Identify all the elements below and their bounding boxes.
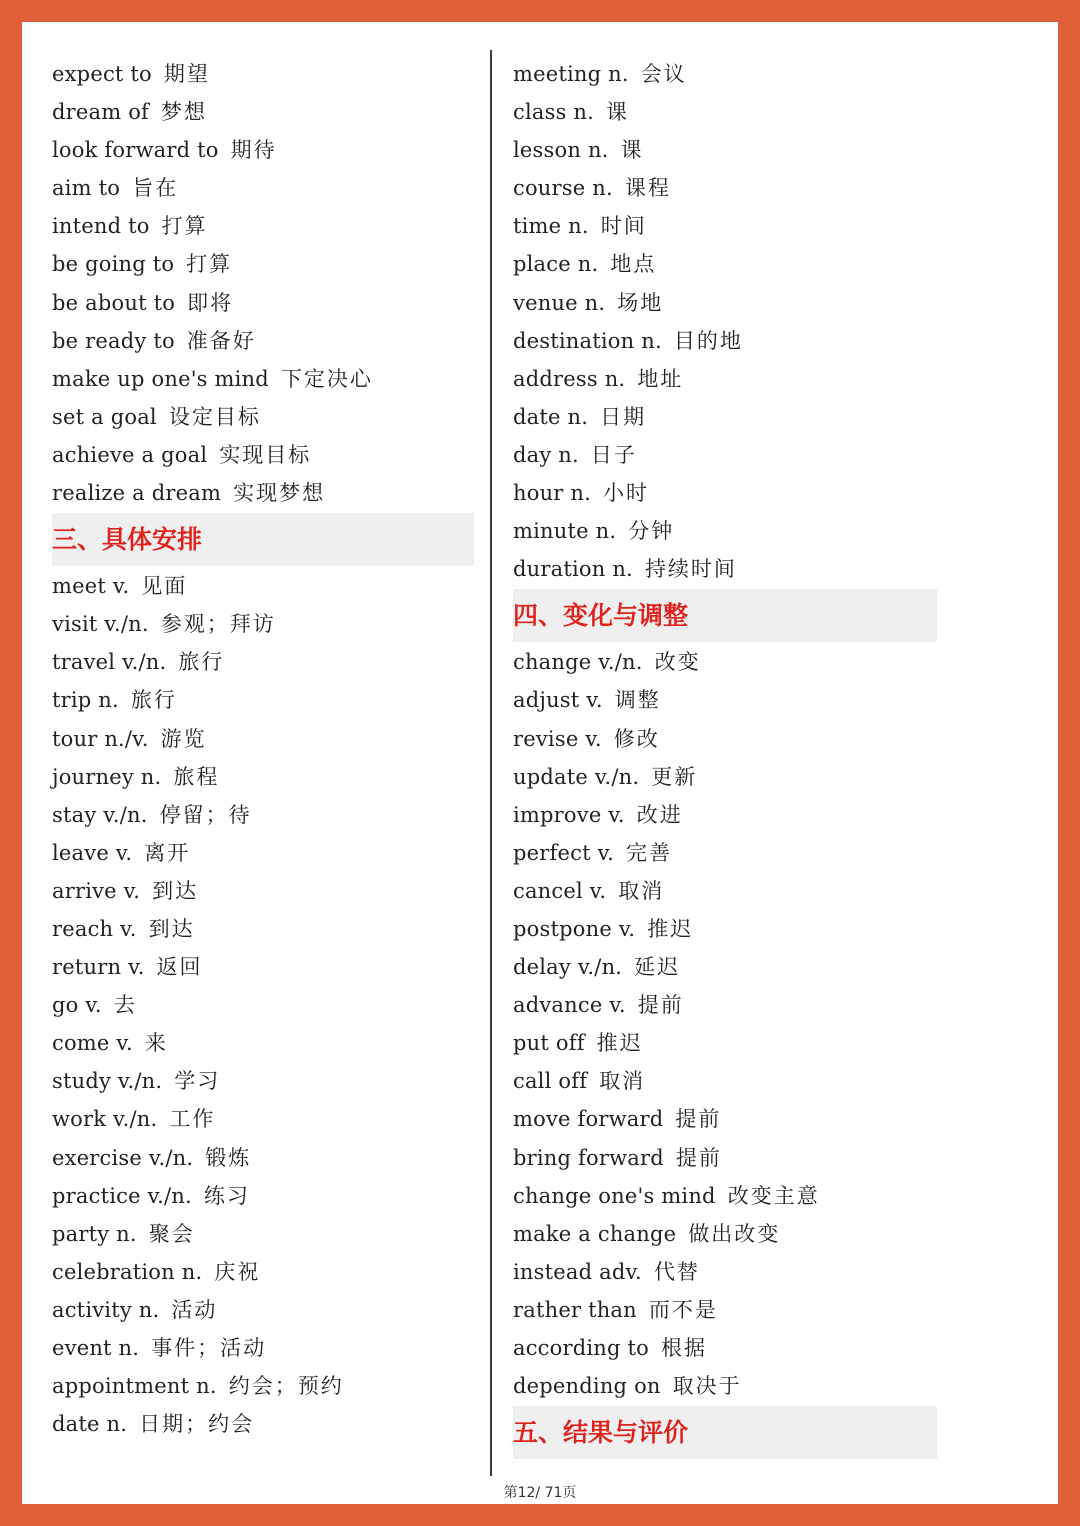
vocab-entry xyxy=(52,720,474,758)
vocab-entry xyxy=(52,1139,474,1177)
vocab-chinese: 旨在 xyxy=(132,176,179,201)
vocab-chinese: 代替 xyxy=(653,1259,700,1284)
vocab-entry xyxy=(513,1367,937,1405)
vocab-chinese: 事件；活动 xyxy=(151,1336,267,1360)
vocab-english: intend to xyxy=(52,214,150,239)
vocab-chinese: 梦想 xyxy=(161,100,208,125)
vocab-chinese: 旅行 xyxy=(130,688,177,713)
vocab-list-right-bottom xyxy=(513,643,937,1405)
vocab-entry xyxy=(513,55,937,93)
vocab-english: lesson n. xyxy=(513,138,609,163)
vocab-chinese: 分钟 xyxy=(628,519,675,544)
vocab-entry xyxy=(52,834,474,872)
vocab-chinese: 推迟 xyxy=(596,1031,643,1056)
vocab-english: class n. xyxy=(513,100,595,125)
vocab-entry xyxy=(52,55,474,93)
vocab-english: return v. xyxy=(52,955,145,980)
vocab-entry xyxy=(52,986,474,1024)
vocab-chinese: 地址 xyxy=(637,366,684,391)
vocab-entry xyxy=(513,169,937,207)
vocab-chinese: 准备好 xyxy=(186,328,256,353)
vocab-entry xyxy=(513,1062,937,1100)
vocab-english: day n. xyxy=(513,442,579,467)
vocab-entry xyxy=(52,1253,474,1291)
vocab-entry xyxy=(52,169,474,207)
vocab-english: exercise v./n. xyxy=(52,1145,194,1170)
vocab-chinese: 游览 xyxy=(160,726,207,751)
right-column xyxy=(513,55,937,1460)
vocab-entry xyxy=(513,245,937,283)
vocab-english: change one's mind xyxy=(513,1183,716,1208)
vocab-english: go v. xyxy=(52,993,102,1018)
vocab-chinese: 课 xyxy=(606,100,630,125)
vocab-english: trip n. xyxy=(52,688,119,713)
vocab-chinese: 取消 xyxy=(599,1069,646,1094)
vocab-english: be about to xyxy=(52,290,176,315)
vocab-english: address n. xyxy=(513,366,626,391)
vocab-english: call off xyxy=(513,1069,588,1094)
vocab-list-left-top xyxy=(52,55,474,512)
vocab-entry xyxy=(52,1024,474,1062)
vocab-entry xyxy=(513,1215,937,1253)
vocab-entry xyxy=(513,512,937,550)
vocab-entry xyxy=(52,1329,474,1367)
vocab-english: leave v. xyxy=(52,840,133,865)
vocab-chinese: 活动 xyxy=(171,1297,218,1322)
vocab-entry xyxy=(513,1253,937,1291)
vocab-english: event n. xyxy=(52,1336,140,1360)
vocab-english: achieve a goal xyxy=(52,442,208,467)
vocab-entry xyxy=(513,322,937,360)
vocab-english: make a change xyxy=(513,1221,677,1246)
vocab-english: be ready to xyxy=(52,328,175,353)
vocab-entry xyxy=(513,1291,937,1329)
vocab-english: date n. xyxy=(52,1412,128,1437)
vocab-chinese: 目的地 xyxy=(673,328,743,353)
vocab-english: change v./n. xyxy=(513,650,643,675)
vocab-english: rather than xyxy=(513,1297,637,1322)
vocab-chinese: 聚会 xyxy=(148,1221,195,1246)
vocab-english: make up one's mind xyxy=(52,366,269,391)
section-heading-5: 五、结果与评价 xyxy=(513,1406,937,1459)
vocab-chinese: 见面 xyxy=(141,574,188,599)
vocab-entry xyxy=(513,1139,937,1177)
vocab-english: dream of xyxy=(52,100,150,125)
vocab-entry xyxy=(513,131,937,169)
vocab-chinese: 打算 xyxy=(186,252,233,277)
vocab-chinese: 约会；预约 xyxy=(228,1374,344,1399)
vocab-entry xyxy=(513,1024,937,1062)
vocab-entry xyxy=(52,436,474,474)
vocab-english: adjust v. xyxy=(513,688,603,713)
vocab-entry xyxy=(513,948,937,986)
vocab-entry xyxy=(52,796,474,834)
vocab-english: appointment n. xyxy=(52,1374,217,1399)
vocab-chinese: 学习 xyxy=(174,1069,221,1094)
vocab-english: travel v./n. xyxy=(52,650,167,675)
vocab-chinese: 工作 xyxy=(169,1107,216,1132)
vocab-english: depending on xyxy=(513,1374,661,1399)
vocab-chinese: 下定决心 xyxy=(280,366,373,391)
vocab-entry xyxy=(513,284,937,322)
vocab-entry xyxy=(513,758,937,796)
vocab-chinese: 提前 xyxy=(675,1107,722,1132)
vocab-english: set a goal xyxy=(52,404,157,429)
vocab-english: advance v. xyxy=(513,993,626,1018)
vocab-entry xyxy=(52,207,474,245)
vocab-chinese: 提前 xyxy=(675,1145,722,1170)
vocab-chinese: 提前 xyxy=(637,993,684,1018)
vocab-chinese: 到达 xyxy=(148,916,195,941)
vocab-entry xyxy=(513,681,937,719)
page-number: 第12/ 71页 xyxy=(503,1485,577,1501)
vocab-entry xyxy=(52,948,474,986)
vocab-english: postpone v. xyxy=(513,916,636,941)
vocab-chinese: 锻炼 xyxy=(205,1145,252,1170)
vocab-chinese: 根据 xyxy=(661,1336,708,1360)
vocab-chinese: 设定目标 xyxy=(168,404,261,429)
vocab-chinese: 持续时间 xyxy=(644,557,737,582)
vocab-chinese: 实现梦想 xyxy=(233,481,326,506)
vocab-chinese: 日子 xyxy=(590,442,637,467)
vocab-english: study v./n. xyxy=(52,1069,163,1094)
vocab-chinese: 来 xyxy=(144,1031,168,1056)
vocab-entry xyxy=(52,245,474,283)
vocab-english: revise v. xyxy=(513,726,602,751)
vocab-chinese: 取消 xyxy=(618,878,665,903)
vocab-chinese: 改变 xyxy=(654,650,701,675)
vocab-entry xyxy=(52,398,474,436)
vocab-english: visit v./n. xyxy=(52,612,149,637)
vocab-chinese: 课 xyxy=(620,138,644,163)
vocab-entry xyxy=(513,1100,937,1138)
vocab-chinese: 时间 xyxy=(600,214,647,239)
vocab-english: hour n. xyxy=(513,481,592,506)
vocab-chinese: 做出改变 xyxy=(688,1221,781,1246)
vocab-english: venue n. xyxy=(513,290,606,315)
vocab-english: realize a dream xyxy=(52,481,222,506)
vocab-english: come v. xyxy=(52,1031,133,1056)
vocab-chinese: 课程 xyxy=(624,176,671,201)
vocab-chinese: 旅程 xyxy=(173,764,220,789)
vocab-entry xyxy=(513,834,937,872)
vocab-english: improve v. xyxy=(513,802,625,827)
vocab-entry xyxy=(52,567,474,605)
vocab-chinese: 更新 xyxy=(651,764,698,789)
vocab-entry xyxy=(52,131,474,169)
document-page xyxy=(22,22,1058,1504)
vocab-chinese: 场地 xyxy=(617,290,664,315)
vocab-chinese: 离开 xyxy=(144,840,191,865)
vocab-chinese: 期待 xyxy=(230,138,277,163)
vocab-entry xyxy=(513,207,937,245)
vocab-chinese: 停留；待 xyxy=(159,802,252,827)
vocab-chinese: 完善 xyxy=(626,840,673,865)
vocab-entry xyxy=(513,1329,937,1367)
vocab-chinese: 期望 xyxy=(163,62,210,86)
vocab-chinese: 去 xyxy=(113,993,137,1018)
vocab-chinese: 打算 xyxy=(161,214,208,239)
vocab-entry xyxy=(513,720,937,758)
vocab-english: duration n. xyxy=(513,557,633,582)
vocab-chinese: 调整 xyxy=(614,688,661,713)
vocab-chinese: 修改 xyxy=(613,726,660,751)
vocab-entry xyxy=(513,643,937,681)
vocab-english: put off xyxy=(513,1031,585,1056)
vocab-entry xyxy=(52,681,474,719)
vocab-english: practice v./n. xyxy=(52,1183,192,1208)
vocab-chinese: 实现目标 xyxy=(219,442,312,467)
vocab-chinese: 日期 xyxy=(600,404,647,429)
vocab-chinese: 到达 xyxy=(152,878,199,903)
vocab-chinese: 返回 xyxy=(156,955,203,980)
vocab-entry xyxy=(52,605,474,643)
vocab-english: stay v./n. xyxy=(52,802,148,827)
vocab-chinese: 参观；拜访 xyxy=(160,612,276,637)
vocab-english: arrive v. xyxy=(52,878,141,903)
vocab-entry xyxy=(52,360,474,398)
vocab-entry xyxy=(52,1177,474,1215)
vocab-entry xyxy=(513,910,937,948)
vocab-english: reach v. xyxy=(52,916,137,941)
vocab-entry xyxy=(513,398,937,436)
vocab-english: course n. xyxy=(513,176,613,201)
vocab-english: minute n. xyxy=(513,519,617,544)
vocab-entry xyxy=(52,1405,474,1443)
vocab-entry xyxy=(52,1100,474,1138)
vocab-entry xyxy=(513,872,937,910)
vocab-chinese: 即将 xyxy=(187,290,234,315)
vocab-english: place n. xyxy=(513,252,599,277)
vocab-entry xyxy=(52,1062,474,1100)
vocab-english: move forward xyxy=(513,1107,664,1132)
vocab-english: work v./n. xyxy=(52,1107,158,1132)
vocab-entry xyxy=(52,1215,474,1253)
left-column xyxy=(52,55,474,1443)
vocab-entry xyxy=(52,758,474,796)
vocab-entry xyxy=(513,436,937,474)
vocab-chinese: 改变主意 xyxy=(727,1183,820,1208)
vocab-english: activity n. xyxy=(52,1297,160,1322)
vocab-english: according to xyxy=(513,1336,650,1360)
section-heading-4: 四、变化与调整 xyxy=(513,589,937,642)
vocab-english: destination n. xyxy=(513,328,662,353)
vocab-entry xyxy=(513,1177,937,1215)
vocab-entry xyxy=(513,796,937,834)
vocab-english: bring forward xyxy=(513,1145,664,1170)
vocab-english: time n. xyxy=(513,214,589,239)
vocab-chinese: 而不是 xyxy=(648,1297,718,1322)
vocab-entry xyxy=(52,284,474,322)
vocab-chinese: 推迟 xyxy=(647,916,694,941)
vocab-english: delay v./n. xyxy=(513,955,623,980)
vocab-chinese: 延迟 xyxy=(634,955,681,980)
vocab-entry xyxy=(513,550,937,588)
vocab-english: update v./n. xyxy=(513,764,640,789)
vocab-english: instead adv. xyxy=(513,1259,642,1284)
vocab-entry xyxy=(52,872,474,910)
vocab-entry xyxy=(513,360,937,398)
vocab-entry xyxy=(513,474,937,512)
vocab-english: look forward to xyxy=(52,138,219,163)
vocab-english: journey n. xyxy=(52,764,162,789)
vocab-entry xyxy=(52,474,474,512)
vocab-chinese: 地点 xyxy=(610,252,657,277)
vocab-chinese: 会议 xyxy=(640,62,687,86)
vocab-english: expect to xyxy=(52,62,152,86)
vocab-entry xyxy=(52,93,474,131)
vocab-chinese: 取决于 xyxy=(672,1374,742,1399)
vocab-english: cancel v. xyxy=(513,878,607,903)
vocab-entry xyxy=(52,322,474,360)
vocab-chinese: 改进 xyxy=(636,802,683,827)
vocab-english: be going to xyxy=(52,252,175,277)
vocab-english: aim to xyxy=(52,176,121,201)
vocab-entry xyxy=(52,910,474,948)
vocab-list-right-top xyxy=(513,55,937,588)
vocab-entry xyxy=(513,986,937,1024)
vocab-chinese: 旅行 xyxy=(178,650,225,675)
vocab-chinese: 日期；约会 xyxy=(139,1412,255,1437)
vocab-english: tour n./v. xyxy=(52,726,149,751)
vocab-list-left-bottom xyxy=(52,567,474,1443)
vocab-entry xyxy=(52,643,474,681)
vocab-entry xyxy=(513,93,937,131)
vocab-entry xyxy=(52,1367,474,1405)
section-heading-3: 三、具体安排 xyxy=(52,513,474,566)
vocab-english: perfect v. xyxy=(513,840,615,865)
vocab-english: celebration n. xyxy=(52,1259,203,1284)
column-divider xyxy=(490,50,492,1476)
vocab-chinese: 小时 xyxy=(603,481,650,506)
vocab-english: meet v. xyxy=(52,574,130,599)
vocab-english: party n. xyxy=(52,1221,137,1246)
vocab-english: date n. xyxy=(513,404,589,429)
vocab-chinese: 练习 xyxy=(203,1183,250,1208)
vocab-english: meeting n. xyxy=(513,62,629,86)
vocab-chinese: 庆祝 xyxy=(214,1259,261,1284)
vocab-entry xyxy=(52,1291,474,1329)
